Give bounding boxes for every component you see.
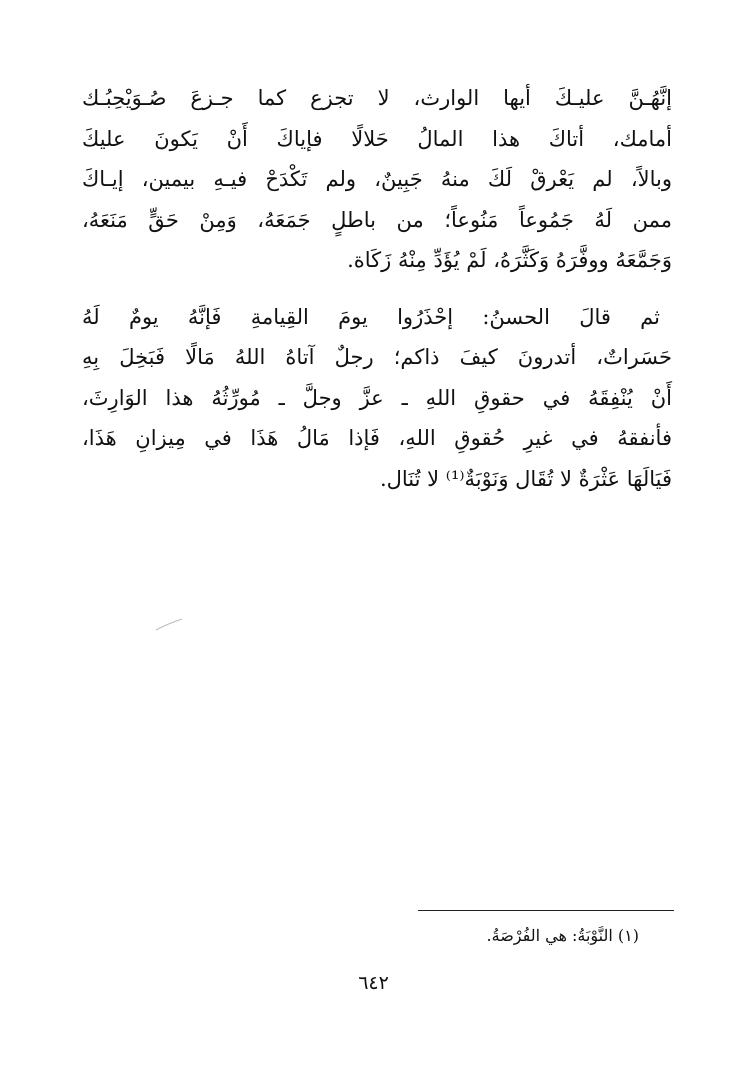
text-line: إنَّهُـنَّ عليـكَ أيها الوارث، لا تجزع كما جـزعَ صُـوَيْحِبُـك: [82, 86, 672, 110]
text-line: فَيَالَهَا عَثْرَةٌ لا تُقَال وَنَوْبَةٌ⁽¹⁾ لا تُنَال.: [379, 466, 672, 491]
text-line: أَنْ يُنْفِقَهُ في حقوقِ اللهِ ـ عزَّ وجلَّ ـ مُورِّثُهُ هذا الوَارِثَ،: [82, 385, 672, 410]
text-line: ثم قالَ الحسنُ: إحْذَرُوا يومَ القِيامةِ فَإنَّهُ يومٌ لَهُ: [82, 304, 660, 329]
footnote-divider: [418, 910, 674, 911]
text-line: وبالاً، لم يَعْرقْ لَكَ منهُ جَبِينٌ، ولم تَكْدَحْ فيـهِ بيمين، إيـاكَ: [82, 167, 672, 191]
paragraph-1: [82, 78, 672, 281]
text-line: أمامك، أتاكَ هذا المالُ حَلالًا فإياكَ أَنْ يَكونَ عليكَ: [82, 126, 672, 151]
footnote: (١) النَّوْبَةُ: هي الفُرْصَةُ.: [486, 926, 639, 945]
main-text: [82, 78, 672, 499]
text-line: ممن لَهُ جَمُوعاً مَنُوعاً؛ من باطلٍ جَمَعَهُ، وَمِنْ حَقٍّ مَنَعَهُ،: [82, 207, 672, 232]
paragraph-2: [82, 297, 672, 500]
text-line: وَجَمَّعَهُ ووفَّرَهُ وَكَثَّرَهُ، لَمْ يُؤَدِّ مِنْهُ زَكَاة.: [347, 248, 672, 272]
text-line: فأنفقهُ في غيرِ حُقوقِ اللهِ، فَإذا مَالُ هَذَا في مِيزانِ هَذَا،: [82, 426, 672, 450]
page-number: ٦٤٢: [358, 972, 389, 994]
scan-mark: [155, 618, 183, 632]
text-line: حَسَراتٌ، أتدرونَ كيفَ ذاكم؛ رجلٌ آتاهُ اللهُ مَالًا فَبَخِلَ بِهِ: [82, 345, 672, 369]
